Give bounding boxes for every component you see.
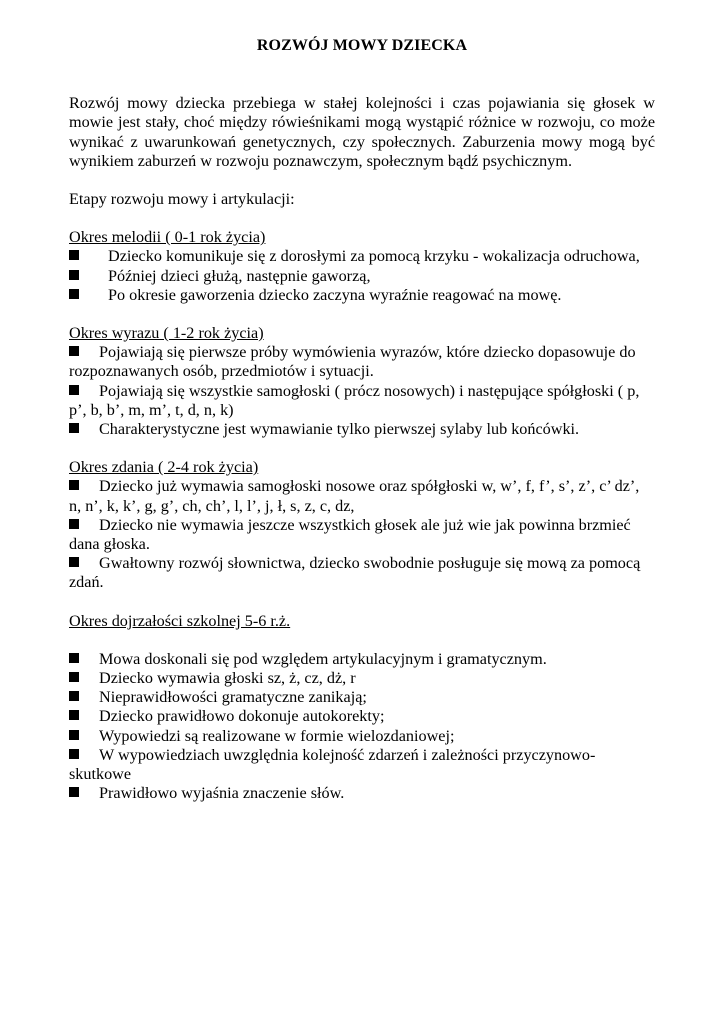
list-item-text: Pojawiają się wszystkie samogłoski ( prócz nosowych) i następujące spółgłoski ( p, p’, b, b’, m, m’, t, d, n, k) (69, 381, 640, 419)
list-item (69, 247, 655, 266)
square-bullet-icon (69, 710, 79, 720)
list-item (69, 343, 655, 381)
list-item (69, 477, 655, 515)
list-item-text: Wypowiedzi są realizowane w formie wielozdaniowej; (99, 726, 455, 745)
list-item (69, 286, 655, 305)
square-bullet-icon (69, 346, 79, 356)
list-item-text: Prawidłowo wyjaśnia znaczenie słów. (99, 784, 345, 803)
square-bullet-icon (69, 730, 79, 740)
square-bullet-icon (69, 519, 79, 529)
list-item (69, 420, 655, 439)
list-item (69, 669, 655, 688)
list-item-text: Dziecko komunikuje się z dorosłymi za pomocą krzyku - wokalizacja odruchowa, (108, 247, 640, 266)
square-bullet-icon (69, 691, 79, 701)
bullet-list (69, 650, 655, 804)
square-bullet-icon (69, 250, 79, 260)
square-bullet-icon (69, 787, 79, 797)
list-item-text: Nieprawidłowości gramatyczne zanikają; (99, 688, 367, 707)
list-item-text: Dziecko wymawia głoski sz, ż, cz, dż, r (99, 669, 356, 688)
section-sentence-period (69, 458, 655, 592)
document-title: ROZWÓJ MOWY DZIECKA (256, 37, 468, 54)
section-school-maturity-period (69, 612, 655, 804)
stages-label: Etapy rozwoju mowy i artykulacji: (69, 190, 295, 209)
square-bullet-icon (69, 385, 79, 395)
spacer (69, 631, 655, 650)
section-melody-period (69, 228, 655, 305)
list-item-text: Mowa doskonali się pod względem artykulacyjnym i gramatycznym. (99, 649, 547, 668)
list-item (69, 382, 655, 420)
square-bullet-icon (69, 653, 79, 663)
square-bullet-icon (69, 672, 79, 682)
bullet-list (69, 477, 655, 592)
list-item-text: Dziecko prawidłowo dokonuje autokorekty; (99, 707, 385, 726)
bullet-list (69, 343, 655, 439)
intro-paragraph: Rozwój mowy dziecka przebiega w stałej kolejności i czas pojawiania się głosek w mowie jest stały, choć między rówieśnikami mogą wystąpić różnice w rozwoju, co może wynikać z uwarunkowań genetycznych, czy społecznych. Zaburzenia mowy mogą być wynikiem zaburzeń w rozwoju poznawczym, społecznym bądź psychicznym. (69, 94, 655, 170)
list-item-text: Pojawiają się pierwsze próby wymówienia wyrazów, które dziecko dopasowuje do rozpoznawanych osób, przedmiotów i sytuacji. (69, 343, 636, 381)
list-item-text: Gwałtowny rozwój słownictwa, dziecko swobodnie posługuje się mową za pomocą zdań. (69, 554, 641, 592)
square-bullet-icon (69, 749, 79, 759)
bullet-list (69, 247, 655, 305)
list-item (69, 516, 655, 554)
section-heading: Okres zdania ( 2-4 rok życia) (69, 458, 259, 477)
square-bullet-icon (69, 289, 79, 299)
list-item (69, 727, 655, 746)
square-bullet-icon (69, 480, 79, 490)
list-item (69, 707, 655, 726)
list-item (69, 267, 655, 286)
list-item-text: Później dzieci głużą, następnie gaworzą, (108, 266, 371, 285)
list-item (69, 650, 655, 669)
list-item (69, 746, 655, 784)
section-heading: Okres melodii ( 0-1 rok życia) (69, 228, 266, 247)
list-item-text: W wypowiedziach uwzględnia kolejność zdarzeń i zależności przyczynowo-skutkowe (69, 745, 596, 784)
list-item-text: Dziecko nie wymawia jeszcze wszystkich głosek ale już wie jak powinna brzmieć dana głoska. (69, 515, 631, 554)
list-item-text: Po okresie gaworzenia dziecko zaczyna wyraźnie reagować na mowę. (108, 285, 562, 304)
list-item (69, 784, 655, 803)
document-page (69, 36, 655, 804)
list-item-text: Dziecko już wymawia samogłoski nosowe oraz spółgłoski w, w’, f, f’, s’, z’, c’ dz’, n, n’, k, k’, g, g’, ch, ch’, l, l’, j, ł, s, z, c, dz, (69, 477, 640, 515)
square-bullet-icon (69, 270, 79, 280)
list-item-text: Charakterystyczne jest wymawianie tylko pierwszej sylaby lub końcówki. (99, 420, 580, 439)
list-item (69, 554, 655, 592)
square-bullet-icon (69, 557, 79, 567)
list-item (69, 688, 655, 707)
section-heading: Okres wyrazu ( 1-2 rok życia) (69, 324, 264, 343)
square-bullet-icon (69, 423, 79, 433)
section-heading: Okres dojrzałości szkolnej 5-6 r.ż. (69, 611, 291, 630)
section-word-period (69, 324, 655, 439)
